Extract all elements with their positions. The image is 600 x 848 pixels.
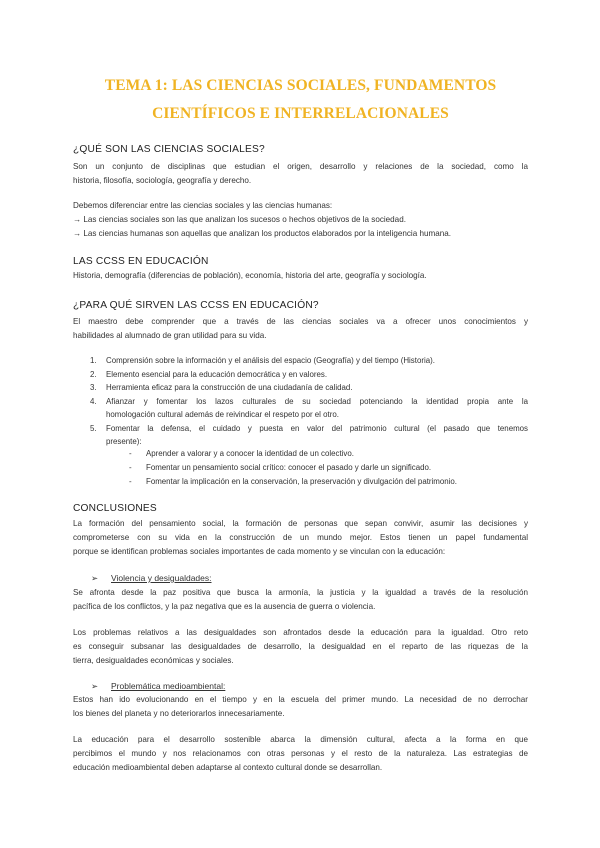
text-line: los bienes del planeta y no deteriorarlos innecesariamente. [73, 709, 285, 718]
list-number: 5. [90, 423, 97, 433]
paragraph-violencia-2 [73, 626, 528, 668]
heading-conclusiones: CONCLUSIONES [73, 503, 157, 514]
list-text: Comprensión sobre la información y el análisis del espacio (Geografía) y del tiempo (Historia). [106, 356, 435, 365]
text-line: Se afronta desde la paz positiva que busca la armonía, la justicia y la igualdad a través de la resolución [73, 588, 528, 597]
text-line: comprometerse con su vida en la construcción de un mundo mejor. Estos tienen un papel fundamental [73, 533, 528, 542]
list-text: Elemento esencial para la educación democrática y en valores. [106, 369, 328, 379]
subheading-text: Violencia y desigualdades: [111, 573, 212, 583]
list-item [73, 381, 528, 395]
text-line: pacífica de los conflictos, y la paz negativa que es la ausencia de guerra o violencia. [73, 602, 376, 611]
heading-ccss: LAS CCSS EN EDUCACIÓN [73, 256, 209, 267]
list-number: 1. [90, 356, 97, 365]
list-text: Afianzar y fomentar los lazos culturales de su sociedad potenciando la identidad propia ante la [106, 396, 528, 406]
list-item [73, 368, 528, 382]
heading-para-que: ¿PARA QUÉ SIRVEN LAS CCSS EN EDUCACIÓN? [73, 300, 319, 311]
text-line: porque se identifican problemas sociales importantes de cada momento y se vinculan con la educación: [73, 547, 446, 556]
paragraph-violencia-1 [73, 586, 528, 614]
text-line: historia, filosofía, sociología, geografía y derecho. [73, 176, 252, 185]
paragraph-ccss [73, 269, 528, 283]
list-item [73, 395, 528, 422]
dash-list [73, 447, 457, 489]
text-line: La formación del pensamiento social, la formación de personas que sepan convivir, asumir las decisiones y [73, 519, 528, 528]
page-title-line2: CIENTÍFICOS E INTERRELACIONALES [152, 105, 449, 122]
text-line: → Las ciencias humanas son aquellas que analizan los productos elaborados por la inteligencia humana. [73, 229, 451, 238]
text-line: Debemos diferenciar entre las ciencias sociales y las ciencias humanas: [73, 201, 333, 210]
list-number: 3. [90, 383, 97, 392]
text-line: La educación para el desarrollo sostenible abarca la dimensión cultural, afecta a la forma en que [73, 735, 528, 744]
text-line: educación medioambiental deben adaptarse al contexto cultural donde se desarrollan. [73, 763, 383, 772]
subheading-medioambiental [91, 681, 225, 692]
text-line: Historia, demografía (diferencias de población), economía, historia del arte, geografía y sociología. [73, 271, 427, 280]
text-line: tierra, desigualdades económicas y sociales. [73, 656, 234, 665]
text-line: El maestro debe comprender que a través de las ciencias sociales va a ofrecer unos conocimientos y [73, 317, 528, 326]
list-item: - Aprender a valorar y a conocer la identidad de un colectivo. [73, 447, 457, 461]
heading-que-son: ¿QUÉ SON LAS CIENCIAS SOCIALES? [73, 144, 265, 155]
numbered-list [73, 354, 528, 449]
list-text: Herramienta eficaz para la construcción de una ciudadanía de calidad. [106, 383, 353, 392]
paragraph-medioambiental-2 [73, 733, 528, 775]
text-line: habilidades al alumnado de gran utilidad para su vida. [73, 331, 267, 340]
paragraph-para-que [73, 315, 528, 343]
list-item: - Fomentar la implicación en la conservación, la preservación y divulgación del patrimonio. [73, 475, 457, 489]
text-line: → Las ciencias sociales son las que analizan los sucesos o hechos objetivos de la sociedad. [73, 215, 406, 224]
list-item [73, 422, 528, 449]
subheading-violencia [91, 573, 212, 584]
list-number: 4. [90, 396, 97, 406]
text-line: percibimos el mundo y nos relacionamos con otras personas y el resto de la naturaleza. Las estrategias de [73, 749, 528, 758]
list-item [73, 354, 528, 368]
paragraph-medioambiental-1 [73, 693, 528, 721]
list-text: homologación cultural además de reivindicar el respeto por el otro. [106, 410, 339, 419]
list-text: presente): [106, 437, 142, 446]
paragraph-conclusiones [73, 517, 528, 559]
arrow-bullet-icon: ➢ [91, 573, 99, 583]
arrow-bullet-icon: ➢ [91, 681, 99, 691]
paragraph-que-son-2 [73, 199, 528, 241]
subheading-text: Problemática medioambiental: [111, 681, 226, 691]
list-number: 2. [90, 369, 97, 379]
list-item: - Fomentar un pensamiento social crítico: conocer el pasado y darle un significado. [73, 461, 457, 475]
text-line: Estos han ido evolucionando en el tiempo y en la escuela del primer mundo. La necesidad de no derrochar [73, 695, 528, 704]
text-line: es conseguir subsanar las desigualdades de desarrollo, la desigualdad en el reparto de las riquezas de la [73, 642, 528, 651]
text-line: Son un conjunto de disciplinas que estudian el origen, desarrollo y relaciones de la sociedad, como la [73, 162, 528, 171]
text-line: Los problemas relativos a las desigualdades son afrontados desde la educación para la igualdad. Otro reto [73, 628, 528, 637]
page-title-line1: TEMA 1: LAS CIENCIAS SOCIALES, FUNDAMENTOS [104, 77, 497, 94]
paragraph-que-son-1 [73, 160, 528, 188]
list-text: Fomentar la defensa, el cuidado y puesta en valor del patrimonio cultural (el pasado que tenemos [106, 423, 528, 433]
